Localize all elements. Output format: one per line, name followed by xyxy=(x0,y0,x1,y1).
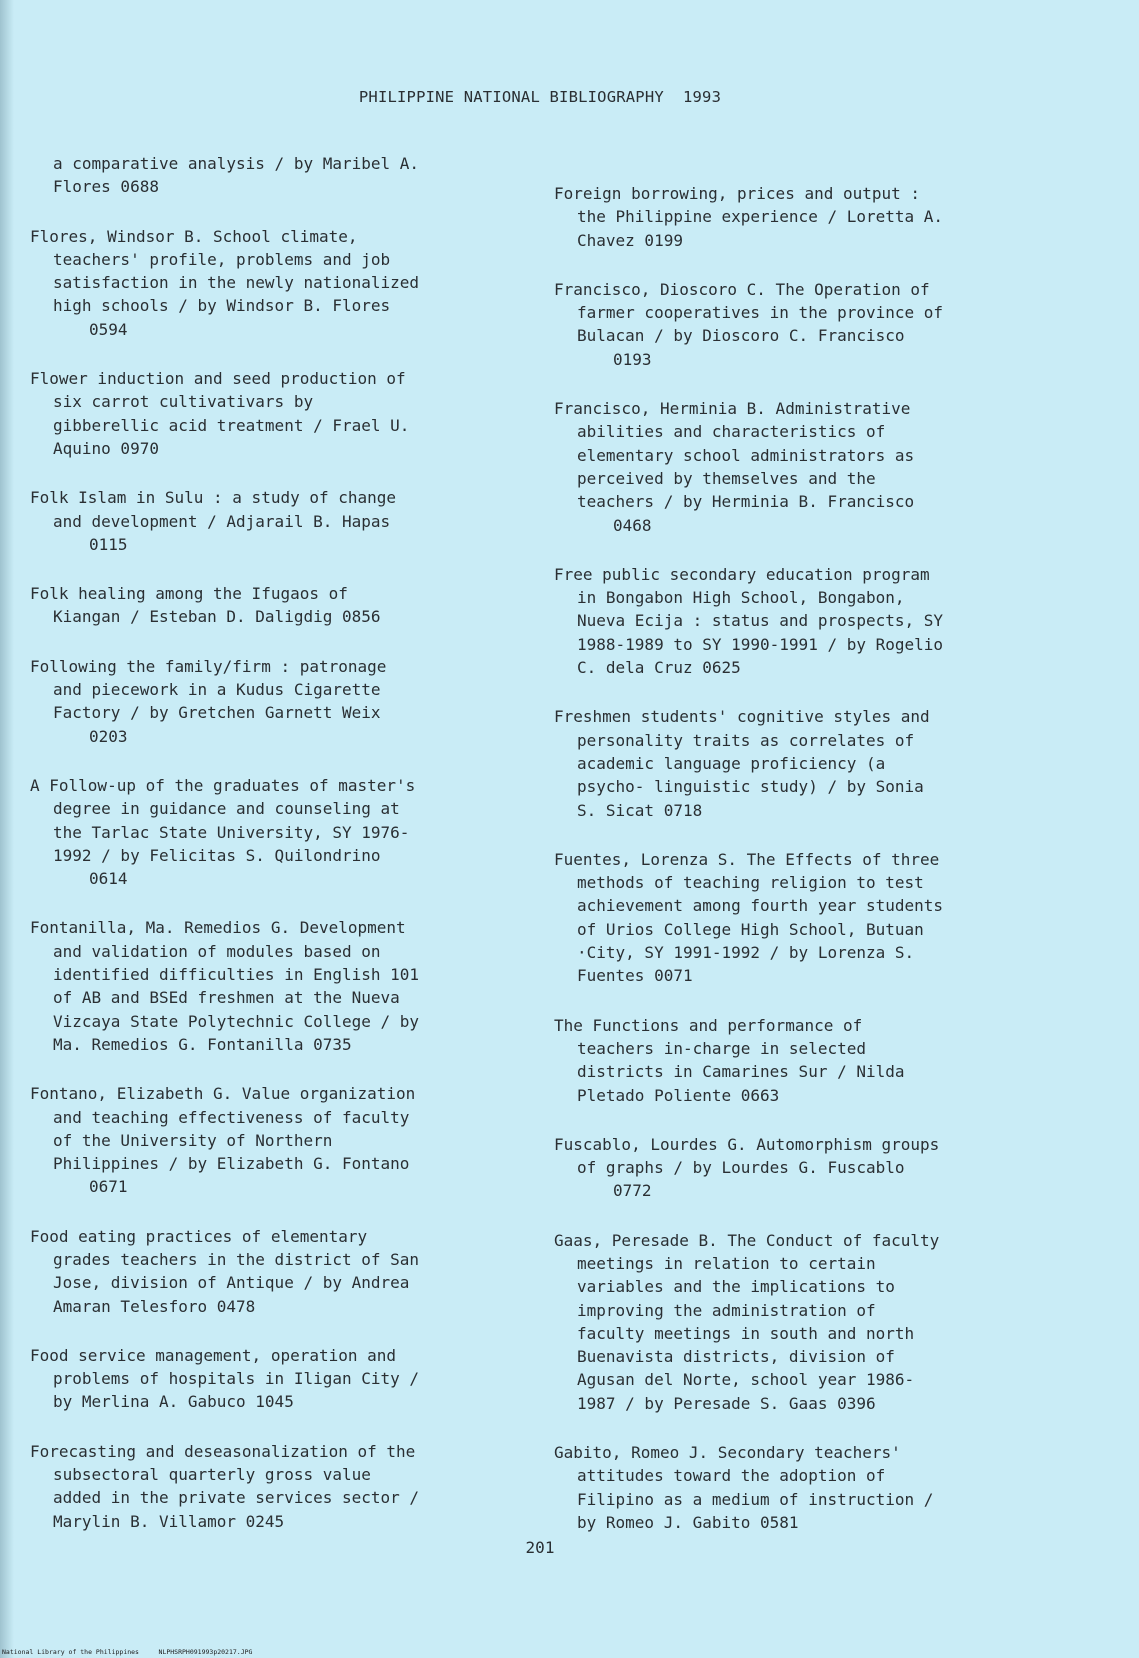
bibliography-entry xyxy=(554,848,1054,988)
bibliography-entry xyxy=(30,774,530,890)
bibliography-entry xyxy=(30,655,530,748)
entry-text: Forecasting and deseasonalization of the subsectoral quarterly gross value added in the private services sector / Marylin B. Villamor 0245 xyxy=(30,1441,420,1531)
bibliography-entry xyxy=(554,182,1054,252)
bibliography-entry xyxy=(30,1225,530,1318)
bibliography-entry xyxy=(30,152,530,199)
page-binding-shadow xyxy=(0,0,14,1658)
entry-text: The Functions and performance of teachers in-charge in selected districts in Camarines Sur / Nilda Pletado Poliente 0663 xyxy=(554,1015,905,1105)
bibliography-entry xyxy=(30,1440,530,1533)
entry-number: 0468 xyxy=(613,515,652,535)
page-number: 201 xyxy=(525,1538,555,1557)
entry-number: 0193 xyxy=(613,349,652,369)
right-column xyxy=(554,182,1054,1560)
entry-text: Flores, Windsor B. School climate, teachers' profile, problems and job satisfaction in the newly nationalized high schools / by Windsor B. Flores xyxy=(30,226,420,316)
entry-text: Gabito, Romeo J. Secondary teachers' attitudes toward the adoption of Filipino as a medium of instruction / by Romeo J. Gabito 0581 xyxy=(554,1443,934,1532)
bibliography-entry xyxy=(30,486,530,556)
bibliography-entry xyxy=(30,916,530,1056)
entry-number: 0614 xyxy=(89,869,128,889)
entry-text: Freshmen students' cognitive styles and personality traits as correlates of academic language proficiency (a psycho- linguistic study) / by Sonia S. Sicat 0718 xyxy=(554,707,930,820)
entry-text: A Follow-up of the graduates of master's degree in guidance and counseling at the Tarlac State University, SY 1976- 1992 / by Felicitas S. Quilondrino xyxy=(30,775,416,865)
left-column xyxy=(30,152,530,1559)
entry-text: Folk Islam in Sulu : a study of change and development / Adjarail B. Hapas xyxy=(30,488,397,531)
bibliography-entry xyxy=(554,397,1054,537)
bibliography-entry xyxy=(30,367,530,460)
scan-source-note: National Library of the Philippines NLPHSRPH091993p20217.JPG xyxy=(2,1648,253,1656)
entry-text: Francisco, Dioscoro C. The Operation of farmer cooperatives in the province of Bulacan / by Dioscoro C. Francisco xyxy=(554,279,944,346)
entry-text: Folk healing among the Ifugaos of Kiangan / Esteban D. Daligdig 0856 xyxy=(30,584,381,627)
entry-text: Free public secondary education program in Bongabon High School, Bongabon, Nueva Ecija : status and prospects, SY 1988-1989 to SY 1990-1991 / by Rogelio C. dela Cruz 0625 xyxy=(554,564,944,678)
bibliography-entry xyxy=(554,278,1054,371)
entry-text: Food eating practices of elementary grades teachers in the district of San Jose, division of Antique / by Andrea Amaran Telesforo 0478 xyxy=(30,1226,420,1316)
entry-number: 0115 xyxy=(89,534,128,554)
entry-number: 0203 xyxy=(89,726,128,746)
bibliography-entry xyxy=(554,1133,1054,1203)
entry-text: a comparative analysis / by Maribel A. Flores 0688 xyxy=(53,154,420,197)
entry-text: Foreign borrowing, prices and output : the Philippine experience / Loretta A. Chavez 0199 xyxy=(554,184,944,250)
entry-text: Fontano, Elizabeth G. Value organization and teaching effectiveness of faculty of the University of Northern Philippines / by Elizabeth G. Fontano xyxy=(30,1084,416,1174)
entry-text: Food service management, operation and problems of hospitals in Iligan City / by Merlina A. Gabuco 1045 xyxy=(30,1345,420,1412)
entry-number: 0594 xyxy=(89,319,128,339)
bibliography-entry xyxy=(30,1344,530,1414)
entry-text: Fuentes, Lorenza S. The Effects of three methods of teaching religion to test achievement among fourth year students of Urios College High School, Butuan ·City, SY 1991-1992 / by Lorenza S. Fuentes 0071 xyxy=(554,849,944,986)
entry-number: 0671 xyxy=(89,1177,128,1197)
page-header-title: PHILIPPINE NATIONAL BIBLIOGRAPHY 1993 xyxy=(358,88,722,106)
bibliography-entry xyxy=(554,563,1054,679)
entry-number: 0772 xyxy=(613,1181,652,1201)
entry-text: Flower induction and seed production of six carrot cultivativars by gibberellic acid treatment / Frael U. Aquino 0970 xyxy=(30,369,410,458)
bibliography-entry xyxy=(554,1441,1054,1534)
bibliography-entry xyxy=(554,1229,1054,1415)
bibliography-entry xyxy=(30,582,530,629)
entry-text: Fuscablo, Lourdes G. Automorphism groups of graphs / by Lourdes G. Fuscablo xyxy=(554,1134,940,1178)
bibliography-entry xyxy=(554,1014,1054,1107)
entry-text: Fontanilla, Ma. Remedios G. Development and validation of modules based on identified difficulties in English 101 of AB and BSEd freshmen at the Nueva Vizcaya State Polytechnic College / by Ma. Remedios G. Fontanilla 0735 xyxy=(30,918,420,1054)
bibliography-entry xyxy=(554,705,1054,821)
bibliography-entry xyxy=(30,1082,530,1198)
entry-text: Francisco, Herminia B. Administrative abilities and characteristics of elementary school administrators as perceived by themselves and the teachers / by Herminia B. Francisco xyxy=(554,399,915,512)
entry-text: Following the family/firm : patronage and piecework in a Kudus Cigarette Factory / by Gretchen Garnett Weix xyxy=(30,656,387,723)
bibliography-entry xyxy=(30,225,530,341)
entry-text: Gaas, Peresade B. The Conduct of faculty meetings in relation to certain variables and the implications to improving the administration of faculty meetings in south and north Buenavista districts, division of Agusan del Norte, school year 1986- 1987 / by Peresade S. Gaas 0396 xyxy=(554,1230,940,1413)
